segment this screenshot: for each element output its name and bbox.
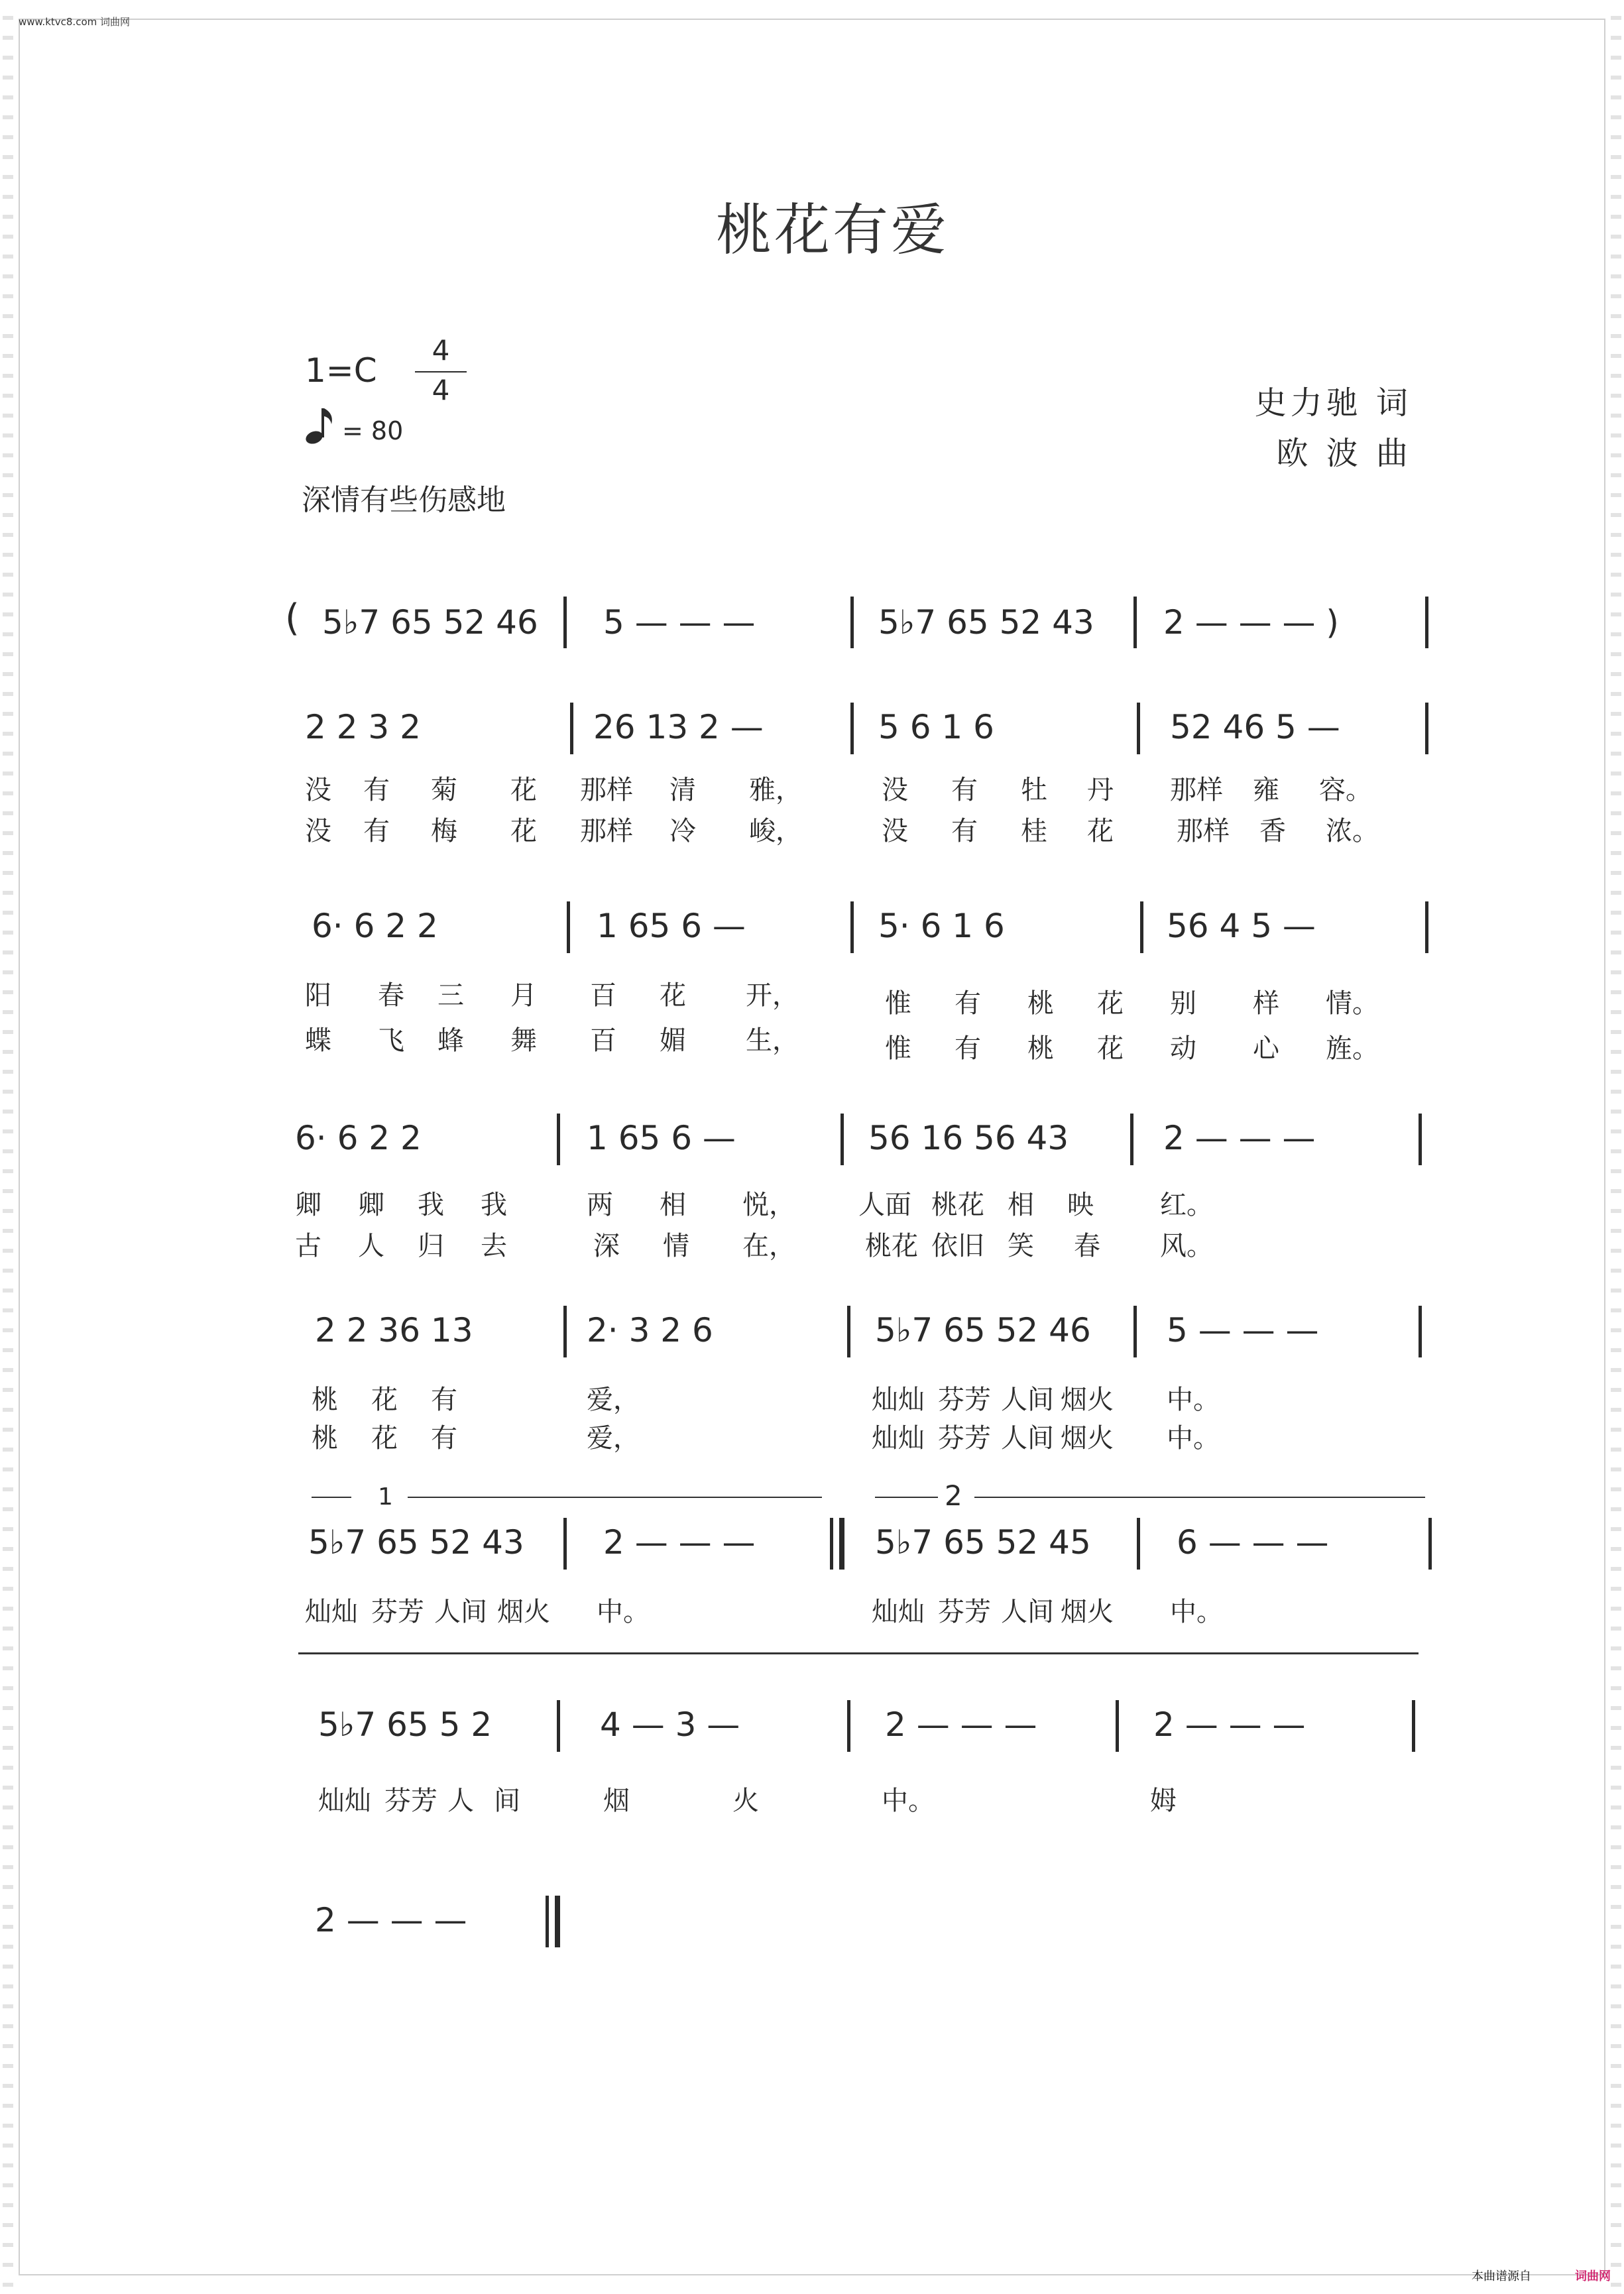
footer-source: 本曲谱源自 — [1472, 2269, 1531, 2283]
lyric: 梅 — [431, 816, 457, 846]
lyric: 桂 — [1021, 816, 1047, 846]
lyric: 灿灿 — [872, 1423, 925, 1454]
measure-notes: 6· 6 2 2 — [295, 1119, 422, 1157]
barline — [1133, 597, 1137, 648]
barline — [563, 1518, 567, 1570]
barline — [1419, 1114, 1422, 1165]
barline — [850, 703, 854, 754]
lyric: 牡 — [1021, 775, 1047, 805]
lyric: 香 — [1259, 816, 1286, 846]
lyric: 人 — [358, 1231, 384, 1261]
lyric: 清 — [669, 775, 696, 805]
barline — [567, 901, 570, 953]
lyric: 有 — [951, 775, 978, 805]
lyric: 有 — [363, 775, 390, 805]
volta-2-bracket-right — [974, 1497, 1425, 1498]
barline — [1425, 901, 1428, 953]
lyric: 菊 — [431, 775, 457, 805]
site-url: www.ktvc8.com 词曲网 — [19, 16, 131, 28]
lyric: 烟火 — [1061, 1597, 1114, 1627]
lyric: 在， — [742, 1231, 795, 1261]
lyric: 春 — [1074, 1231, 1100, 1261]
time-signature — [424, 334, 457, 406]
measure-notes: 5♭7 65 52 43 — [878, 603, 1094, 642]
lyric: 那样 — [1170, 775, 1223, 805]
lyric: 映 — [1067, 1190, 1094, 1220]
measure-notes: 2 — — — — [315, 1901, 467, 1939]
paren-open: ( — [285, 597, 300, 640]
lyric: 舞 — [510, 1025, 537, 1056]
barline — [850, 597, 854, 648]
lyric: 灿灿 — [318, 1786, 371, 1816]
lyric: 有 — [955, 988, 981, 1019]
lyric: 中。 — [1167, 1423, 1220, 1454]
measure-notes: 5 — — — — [603, 603, 756, 642]
barline — [557, 1700, 560, 1752]
barline — [1140, 901, 1143, 953]
lyric: 卿 — [295, 1190, 321, 1220]
volta-1-bracket-right — [408, 1497, 822, 1498]
lyric: 惟 — [885, 988, 911, 1019]
right-border-strip — [1611, 0, 1621, 2294]
time-numerator: 4 — [432, 334, 450, 367]
lyric: 相 — [660, 1190, 686, 1220]
measure-notes: 5· 6 1 6 — [878, 907, 1005, 945]
lyric: 那样 — [1177, 816, 1230, 846]
lyric: 容。 — [1319, 775, 1372, 805]
measure-notes: 2 — — — — [603, 1523, 756, 1562]
tempo-marking: = 80 — [342, 416, 404, 445]
lyric: 飞 — [378, 1025, 404, 1056]
measure-notes: 2 — — — — [1153, 1705, 1306, 1744]
lyric: 烟 — [603, 1786, 630, 1816]
measure-notes: 6· 6 2 2 — [312, 907, 438, 945]
lyric: 有 — [363, 816, 390, 846]
lyric: 桃 — [1027, 988, 1054, 1019]
lyric: 间 — [494, 1786, 520, 1816]
lyric: 悦， — [742, 1190, 795, 1220]
volta-1-number: 1 — [378, 1483, 393, 1511]
lyric: 峻， — [749, 816, 802, 846]
lyric: 有 — [955, 1033, 981, 1064]
barline — [1130, 1114, 1133, 1165]
score-row-3 — [285, 1114, 1445, 1173]
left-border-strip — [3, 0, 13, 2294]
lyric: 花 — [510, 816, 537, 846]
lyric: 百 — [590, 980, 616, 1011]
barline — [847, 1306, 850, 1357]
measure-notes: 1 65 6 — — [587, 1119, 736, 1157]
lyric: 风。 — [1160, 1231, 1213, 1261]
lyric: 烟火 — [1061, 1423, 1114, 1454]
lyric: 旌。 — [1326, 1033, 1379, 1064]
lyric: 蝶 — [305, 1025, 331, 1056]
fraction-line — [415, 371, 467, 373]
lyric: 花 — [1087, 816, 1114, 846]
lyric: 姆 — [1150, 1786, 1177, 1816]
measure-notes: 1 65 6 — — [597, 907, 746, 945]
measure-notes: 6 — — — — [1177, 1523, 1329, 1562]
quarter-note-icon — [304, 406, 339, 445]
lyric: 花 — [1097, 988, 1124, 1019]
lyric: 芬芳 — [384, 1786, 437, 1816]
lyric: 雅， — [749, 775, 802, 805]
lyric: 中。 — [597, 1597, 650, 1627]
lyric: 芬芳 — [938, 1385, 991, 1415]
score-row-4 — [285, 1306, 1445, 1365]
lyric: 两 — [587, 1190, 613, 1220]
lyric: 我 — [481, 1190, 507, 1220]
lyric: 丹 — [1087, 775, 1114, 805]
lyric: 春 — [378, 980, 404, 1011]
barline — [847, 1700, 850, 1752]
barline — [1425, 703, 1428, 754]
measure-notes: 5♭7 65 52 46 — [322, 603, 538, 642]
lyric: 卿 — [358, 1190, 384, 1220]
barline — [1137, 703, 1140, 754]
lyric: 人间 — [1001, 1597, 1054, 1627]
lyric: 三 — [437, 980, 464, 1011]
lyric: 笑 — [1008, 1231, 1034, 1261]
final-barline — [546, 1896, 549, 1947]
lyric: 情。 — [1326, 988, 1379, 1019]
lyric: 去 — [481, 1231, 507, 1261]
expression-marking: 深情有些伤感地 — [302, 483, 506, 517]
measure-notes: 5♭7 65 52 46 — [875, 1311, 1091, 1349]
barline — [563, 1306, 567, 1357]
lyric: 样 — [1253, 988, 1279, 1019]
key-signature: 1=C — [305, 351, 377, 390]
lyric: 花 — [371, 1423, 398, 1454]
volta-2-bracket-left — [875, 1497, 938, 1498]
lyric: 没 — [882, 816, 908, 846]
score-row-7 — [285, 1896, 1445, 1955]
lyric: 人间 — [1001, 1423, 1054, 1454]
measure-notes: 5 6 1 6 — [878, 708, 994, 746]
measure-notes: 56 16 56 43 — [868, 1119, 1069, 1157]
lyric: 开， — [746, 980, 799, 1011]
measure-notes: 2 2 36 13 — [315, 1311, 473, 1349]
lyric: 火 — [732, 1786, 759, 1816]
lyric: 生， — [746, 1025, 799, 1056]
lyric: 动 — [1170, 1033, 1196, 1064]
barline — [1133, 1306, 1137, 1357]
lyric: 芬芳 — [371, 1597, 424, 1627]
lyric: 中。 — [882, 1786, 935, 1816]
lyricist: 史力驰 词 — [1254, 384, 1412, 422]
lyric: 我 — [418, 1190, 444, 1220]
barline — [1419, 1306, 1422, 1357]
lyric: 深 — [593, 1231, 620, 1261]
score-row-intro — [285, 597, 1445, 656]
section-divider — [298, 1652, 1419, 1654]
score-row-6 — [285, 1700, 1445, 1760]
song-title: 桃花有爱 — [716, 198, 950, 262]
lyric: 有 — [431, 1385, 457, 1415]
measure-notes: 5♭7 65 5 2 — [318, 1705, 493, 1744]
repeat-barline — [830, 1518, 833, 1570]
lyric: 没 — [305, 775, 331, 805]
score-row-1 — [285, 703, 1445, 762]
score-row-2 — [285, 901, 1445, 961]
lyric: 花 — [1097, 1033, 1124, 1064]
lyric: 没 — [305, 816, 331, 846]
lyric: 雍 — [1253, 775, 1279, 805]
credits — [1255, 378, 1412, 479]
barline — [557, 1114, 560, 1165]
lyric: 爱， — [587, 1423, 640, 1454]
measure-notes: 56 4 5 — — [1167, 907, 1316, 945]
lyric: 桃花 — [931, 1190, 984, 1220]
lyric: 桃花 — [865, 1231, 918, 1261]
volta-2-number: 2 — [945, 1479, 962, 1512]
lyric: 灿灿 — [872, 1385, 925, 1415]
lyric: 蜂 — [437, 1025, 464, 1056]
barline — [1428, 1518, 1432, 1570]
lyric: 别 — [1170, 988, 1196, 1019]
barline — [1425, 597, 1428, 648]
lyric: 灿灿 — [305, 1597, 358, 1627]
measure-notes: 4 — 3 — — [600, 1705, 740, 1744]
time-denominator: 4 — [432, 374, 450, 406]
lyric: 人间 — [1001, 1385, 1054, 1415]
lyric: 百 — [590, 1025, 616, 1056]
barline — [850, 901, 854, 953]
lyric: 芬芳 — [938, 1423, 991, 1454]
lyric: 归 — [418, 1231, 444, 1261]
barline — [1137, 1518, 1140, 1570]
lyric: 爱， — [587, 1385, 640, 1415]
lyric: 人面 — [858, 1190, 911, 1220]
lyric: 月 — [510, 980, 537, 1011]
measure-notes: 2 — — — ) — [1163, 603, 1339, 642]
lyric: 心 — [1253, 1033, 1279, 1064]
footer-brand[interactable]: 词曲网 — [1575, 2269, 1611, 2283]
measure-notes: 26 13 2 — — [593, 708, 764, 746]
barline — [841, 1114, 844, 1165]
lyric: 冷 — [669, 816, 696, 846]
lyric: 人间 — [434, 1597, 487, 1627]
measure-notes: 2· 3 2 6 — [587, 1311, 713, 1349]
barline — [570, 703, 573, 754]
lyric: 烟火 — [1061, 1385, 1114, 1415]
lyric: 中。 — [1170, 1597, 1223, 1627]
measure-notes: 2 — — — — [885, 1705, 1037, 1744]
measure-notes: 5♭7 65 52 43 — [308, 1523, 524, 1562]
lyric: 芬芳 — [938, 1597, 991, 1627]
measure-notes: 5 — — — — [1167, 1311, 1319, 1349]
lyric: 花 — [660, 980, 686, 1011]
lyric: 媚 — [660, 1025, 686, 1056]
lyric: 人 — [447, 1786, 474, 1816]
lyric: 情 — [663, 1231, 689, 1261]
composer: 欧 波 曲 — [1276, 435, 1412, 472]
lyric: 有 — [431, 1423, 457, 1454]
lyric: 有 — [951, 816, 978, 846]
lyric: 桃 — [312, 1385, 338, 1415]
barline — [563, 597, 567, 648]
barline — [1116, 1700, 1119, 1752]
measure-notes: 5♭7 65 52 45 — [875, 1523, 1091, 1562]
lyric: 桃 — [1027, 1033, 1054, 1064]
lyric: 阳 — [305, 980, 331, 1011]
volta-1-bracket-left — [312, 1497, 351, 1498]
lyric: 浓。 — [1326, 816, 1379, 846]
lyric: 依旧 — [931, 1231, 984, 1261]
lyric: 那样 — [580, 775, 633, 805]
lyric: 中。 — [1167, 1385, 1220, 1415]
lyric: 那样 — [580, 816, 633, 846]
lyric: 桃 — [312, 1423, 338, 1454]
lyric: 烟火 — [497, 1597, 550, 1627]
lyric: 花 — [510, 775, 537, 805]
barline — [1412, 1700, 1415, 1752]
measure-notes: 2 2 3 2 — [305, 708, 421, 746]
measure-notes: 52 46 5 — — [1170, 708, 1340, 746]
lyric: 没 — [882, 775, 908, 805]
measure-notes: 2 — — — — [1163, 1119, 1316, 1157]
lyric: 花 — [371, 1385, 398, 1415]
lyric: 相 — [1008, 1190, 1034, 1220]
lyric: 惟 — [885, 1033, 911, 1064]
score-row-5 — [285, 1518, 1445, 1577]
lyric: 古 — [295, 1231, 321, 1261]
lyric: 红。 — [1160, 1190, 1213, 1220]
lyric: 灿灿 — [872, 1597, 925, 1627]
